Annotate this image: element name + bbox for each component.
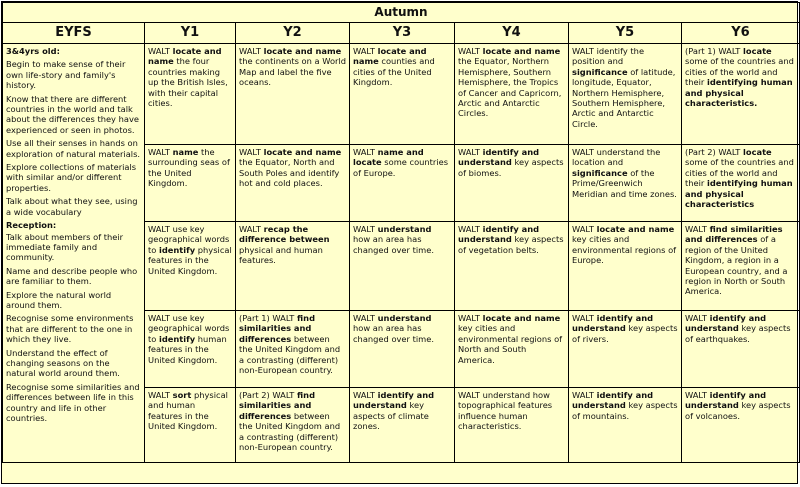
objective-cell — [455, 44, 569, 145]
objective-text: physical and human features. — [239, 244, 323, 266]
objective-text: key aspects of biomes. — [458, 157, 564, 178]
objective-text: some countries of Europe. — [353, 157, 449, 178]
objective-keyword: sort — [172, 390, 192, 400]
objective-text: WALT — [685, 313, 710, 323]
objective-keyword: identify and understand — [685, 313, 767, 334]
objective-keyword: locate and name — [482, 313, 561, 323]
objective-cell — [682, 145, 800, 222]
objective-cell — [350, 44, 455, 145]
objective-text: WALT — [458, 313, 483, 323]
eyfs-item: Explore the natural world around them. — [6, 289, 112, 310]
objective-text: key aspects of vegetation belts. — [458, 234, 564, 255]
objective-cell — [145, 222, 236, 311]
objective-text: key cities and environmental regions of Europe. — [572, 234, 677, 266]
objective-cell — [236, 145, 350, 222]
header-y1: Y1 — [145, 23, 236, 44]
objective-text: WALT use key geographical words to — [148, 313, 230, 344]
objective-keyword: locate and name — [263, 147, 342, 157]
objective-text: physical and human features in the United Kingdom. — [148, 390, 228, 432]
objective-cell — [145, 44, 236, 145]
objective-text: how an area has changed over time. — [353, 323, 434, 344]
eyfs-item: Explore collections of materials with similar and/or different properties. — [6, 162, 137, 193]
objective-text: WALT — [353, 390, 378, 400]
objective-text: of a region of the United Kingdom, a region in a European country, and a region in North or South America. — [685, 234, 788, 297]
objective-text: (Part 1) WALT — [685, 46, 744, 56]
objective-keyword: locate and name — [482, 46, 561, 56]
objective-keyword: understand — [377, 313, 432, 323]
objective-cell — [455, 311, 569, 388]
objective-text: WALT — [239, 224, 264, 234]
objective-cell — [236, 311, 350, 388]
eyfs-item: Name and describe people who are familiar to them. — [6, 265, 138, 287]
table-title: Autumn — [3, 3, 800, 23]
objective-text: some of the countries and cities of the world and their — [685, 157, 794, 189]
objective-text: WALT — [685, 224, 710, 234]
eyfs-item: Talk about what they see, using a wide vocabulary — [6, 196, 138, 217]
objective-text: WALT — [353, 224, 378, 234]
objective-cell — [569, 145, 682, 222]
objective-text: WALT — [148, 390, 173, 400]
objective-text: WALT — [239, 147, 264, 157]
objective-text: WALT use key geographical words to — [148, 224, 230, 255]
objective-text: the surrounding seas of the United Kingdom. — [148, 147, 230, 189]
objective-text: between the United Kingdom and a contrasting (different) non-European country. — [239, 333, 341, 376]
objective-keyword: find similarities and differences — [239, 313, 316, 344]
objective-keyword: locate — [743, 46, 772, 56]
objective-keyword: locate and name — [596, 224, 675, 234]
objective-keyword: significance — [572, 66, 628, 77]
objective-cell — [682, 44, 800, 145]
objective-cell — [236, 388, 350, 463]
objective-cell — [682, 388, 800, 463]
objective-cell — [145, 388, 236, 463]
header-y2: Y2 — [236, 23, 350, 44]
objective-cell — [350, 145, 455, 222]
objective-keyword: significance — [572, 167, 628, 178]
header-y3: Y3 — [350, 23, 455, 44]
objective-text: WALT — [239, 46, 264, 56]
objective-text: key aspects of earthquakes. — [685, 323, 791, 344]
objective-keyword: locate and name — [353, 46, 427, 67]
objective-cell — [236, 222, 350, 311]
objective-keyword: locate — [743, 147, 772, 157]
objective-text: (Part 2) WALT — [239, 390, 298, 400]
eyfs-cell — [3, 44, 145, 463]
objective-text: WALT identify the position and — [572, 46, 645, 67]
objective-text: WALT — [572, 313, 597, 323]
objective-cell — [350, 222, 455, 311]
objective-cell — [145, 145, 236, 222]
objective-keyword: identify and understand — [353, 390, 435, 411]
objective-keyword: find similarities and differences — [685, 224, 783, 245]
objective-cell — [569, 44, 682, 145]
objective-text: WALT — [685, 390, 710, 400]
objective-keyword: identify and understand — [572, 390, 654, 411]
objective-text: (Part 2) WALT — [685, 147, 744, 157]
objective-text: physical features in the United Kingdom. — [148, 244, 232, 276]
eyfs-item: Know that there are different countries in the world and talk about the differences they have experienced or seen in photos. — [6, 93, 139, 135]
objective-text: WALT — [572, 224, 597, 234]
objective-text: WALT — [353, 46, 378, 56]
autumn-table — [2, 2, 800, 463]
objective-cell — [455, 388, 569, 463]
objective-text: key aspects of climate zones. — [353, 400, 429, 432]
objective-cell — [145, 311, 236, 388]
curriculum-sheet — [1, 1, 798, 484]
objective-text: WALT — [148, 147, 173, 157]
objective-keyword: name and locate — [353, 147, 424, 168]
objective-text: WALT — [353, 147, 378, 157]
objective-cell — [350, 388, 455, 463]
objective-cell — [569, 222, 682, 311]
objective-text: WALT — [458, 147, 483, 157]
objective-text: WALT — [148, 46, 173, 56]
objective-text: some of the countries and cities of the world and their — [685, 56, 794, 88]
objective-keyword: identify and understand — [458, 147, 540, 168]
objective-text: of the Prime/Greenwich Meridian and time zones. — [572, 167, 677, 199]
objective-cell — [236, 44, 350, 145]
objective-keyword: identify and understand — [458, 224, 540, 245]
objective-text: between the United Kingdom and a contrasting (different) non-European country. — [239, 410, 341, 453]
objective-text: the continents on a World Map and label the five oceans. — [239, 56, 347, 88]
eyfs-item: Recognise some environments that are different to the one in which they live. — [6, 313, 134, 345]
eyfs-item: Begin to make sense of their own life-story and family's history. — [6, 59, 126, 91]
objective-cell — [455, 222, 569, 311]
objective-text: key cities and environmental regions of North and South America. — [458, 323, 563, 365]
header-y5: Y5 — [569, 23, 682, 44]
objective-keyword: identify and understand — [685, 390, 767, 411]
objective-text: WALT — [353, 313, 378, 323]
objective-keyword: understand — [377, 224, 432, 234]
eyfs-item: Use all their senses in hands on exploration of natural materials. — [6, 138, 141, 159]
objective-keyword: identifying human and physical characteristics. — [685, 77, 793, 109]
objective-cell — [569, 388, 682, 463]
objective-text: WALT — [572, 390, 597, 400]
objective-cell — [455, 145, 569, 222]
objective-text: the Equator, Northern Hemisphere, Southern Hemisphere, the Tropics of Cancer and Capricorn, Arctic and Antarctic Circles. — [458, 56, 562, 119]
objective-text: the Equator, North and South Poles and identify hot and cold places. — [239, 157, 340, 189]
header-y6: Y6 — [682, 23, 800, 44]
objective-keyword: identifying human and physical characteristics — [685, 178, 793, 210]
objective-text: WALT understand how topographical features influence human characteristics. — [458, 390, 553, 432]
objective-keyword: recap the difference between — [239, 224, 330, 245]
objective-text: of latitude, longitude, Equator, Northern Hemisphere, Southern Hemisphere, Arctic and Antarctic Circle. — [572, 66, 676, 129]
header-eyfs: EYFS — [3, 23, 145, 44]
objective-text: WALT — [458, 224, 483, 234]
objective-cell — [350, 311, 455, 388]
objective-text: how an area has changed over time. — [353, 234, 434, 255]
objective-cell — [682, 222, 800, 311]
objective-keyword: identify — [158, 244, 196, 255]
objective-keyword: identify and understand — [572, 313, 654, 334]
header-y4: Y4 — [455, 23, 569, 44]
objective-text: the four countries making up the British Isles, with their capital cities. — [148, 56, 228, 109]
objective-text: key aspects of rivers. — [572, 323, 678, 344]
objective-keyword: find similarities and differences — [239, 390, 316, 421]
eyfs-reception-label: Reception: — [6, 220, 57, 231]
objective-text: WALT — [458, 46, 483, 56]
objective-cell — [682, 311, 800, 388]
objective-text: counties and cities of the United Kingdom. — [353, 56, 435, 88]
eyfs-item: Understand the effect of changing seasons on the natural world around them. — [6, 347, 120, 379]
objective-text: human features in the United Kingdom. — [148, 333, 227, 365]
eyfs-age-label: 3&4yrs old: — [6, 46, 60, 56]
objective-text: key aspects of volcanoes. — [685, 400, 791, 421]
objective-text: WALT understand the location and — [572, 147, 661, 168]
objective-keyword: name — [172, 147, 199, 157]
objective-keyword: locate and name — [263, 46, 342, 56]
eyfs-item: Talk about members of their immediate family and community. — [6, 231, 124, 263]
objective-cell — [569, 311, 682, 388]
eyfs-item: Recognise some similarities and differences between life in this country and life in other countries. — [6, 381, 140, 423]
objective-keyword: locate and name — [148, 46, 222, 67]
objective-text: (Part 1) WALT — [239, 313, 298, 323]
objective-keyword: identify — [158, 333, 196, 344]
objective-text: key aspects of mountains. — [572, 400, 678, 421]
